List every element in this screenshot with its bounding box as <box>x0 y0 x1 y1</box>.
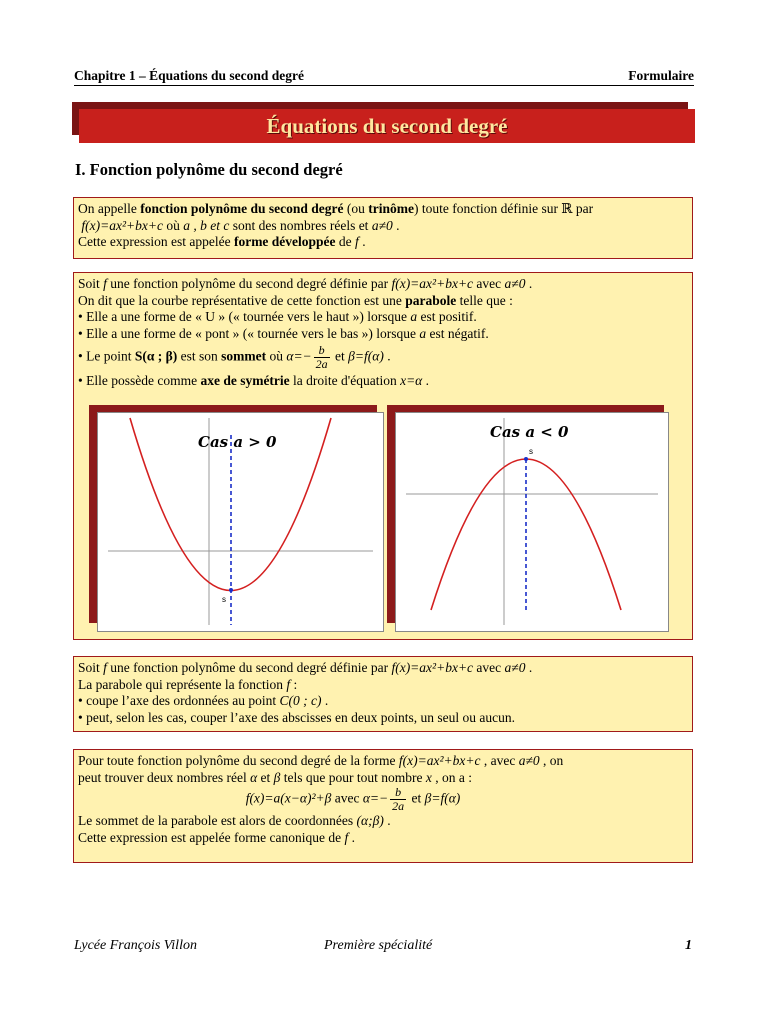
text: . <box>422 373 430 388</box>
text: sont des nombres réels et <box>229 217 372 233</box>
vertex-point <box>229 588 233 592</box>
definition-box <box>73 197 693 259</box>
section-title: I. Fonction polynôme du second degré <box>75 160 343 179</box>
box3-line3 <box>78 693 688 710</box>
box2-line6 <box>78 373 688 390</box>
fraction <box>314 344 330 371</box>
text: de <box>335 234 356 249</box>
text: . <box>321 693 329 708</box>
text: . <box>383 813 391 828</box>
term-bold: forme développée <box>233 234 336 249</box>
course-level: Première spécialité <box>324 938 433 953</box>
denominator: 2a <box>392 799 405 813</box>
text: . <box>525 276 533 291</box>
box3-line1 <box>78 660 688 677</box>
text: . <box>525 660 533 675</box>
term-bold: sommet <box>221 348 267 364</box>
text: . <box>348 829 356 845</box>
parabola-up-plot <box>98 413 383 631</box>
text: • Elle a une forme de « U » (« tournée vers le haut ») lorsque <box>78 309 411 324</box>
text: . <box>358 234 366 249</box>
banner-title: Équations du second degré <box>266 114 508 138</box>
page-footer <box>74 938 694 956</box>
formula: x=α <box>400 373 423 388</box>
condition: a≠0 <box>518 753 540 768</box>
graph-case-a-positive <box>97 412 384 632</box>
condition: a≠0 <box>504 276 526 291</box>
text: (ou <box>343 201 369 216</box>
box2-line4 <box>78 326 688 343</box>
text: On appelle <box>78 201 141 216</box>
formula: f(x)=ax²+bx+c <box>391 660 474 675</box>
text: avec <box>473 276 505 291</box>
formula: f(x)=ax²+bx+c <box>391 276 474 291</box>
text: La parabole qui représente la fonction <box>78 676 287 692</box>
box3-line2 <box>78 677 688 694</box>
formula: α=− <box>362 790 389 806</box>
point-C: C(0 ; c) <box>279 693 322 708</box>
condition: a≠0 <box>504 660 526 675</box>
variable: f <box>286 676 291 692</box>
text: , on a : <box>431 769 473 785</box>
text: Soit <box>78 276 104 291</box>
text: Cette expression est appelée <box>78 234 234 249</box>
case-label: Cas a > 0 <box>198 433 277 451</box>
text: et <box>331 348 349 364</box>
box4-line2 <box>78 770 688 787</box>
numerator: b <box>314 344 330 358</box>
text: une fonction polynôme du second degré définie par <box>106 276 392 291</box>
formula: β=f(α) <box>424 790 461 806</box>
text: où <box>162 217 184 233</box>
variable: a <box>410 309 418 324</box>
term-bold: trinôme <box>368 201 414 216</box>
vertex-label: s <box>222 595 226 604</box>
canonical-form-box <box>73 749 693 863</box>
box2-line2 <box>78 293 688 310</box>
box2-line5 <box>78 344 688 371</box>
title-banner <box>79 109 695 143</box>
term-bold: parabole <box>405 292 457 308</box>
text: tels que pour tout nombre <box>280 769 426 785</box>
parabola-down-plot <box>396 413 668 631</box>
text: avec <box>473 660 505 675</box>
numerator: b <box>390 786 406 800</box>
vertex-point <box>524 457 528 461</box>
box3-line4: • peut, selon les cas, couper l’axe des abscisses en deux points, un seul ou aucun. <box>78 709 515 725</box>
box4-line1 <box>78 753 688 770</box>
text: Soit <box>78 660 104 675</box>
text: • Le point <box>78 348 135 364</box>
variable: α <box>250 769 258 785</box>
chapter-title: Chapitre 1 – Équations du second degré <box>74 68 305 83</box>
variables: a , b et c <box>183 217 230 233</box>
text: avec <box>331 790 363 806</box>
variable: x <box>425 769 432 785</box>
text: • Elle possède comme <box>78 373 201 388</box>
text: Pour toute fonction polynôme du second degré de la forme <box>78 753 399 768</box>
point-S: S(α ; β) <box>134 348 178 364</box>
text: . <box>383 348 391 364</box>
box4-line3 <box>18 786 688 813</box>
text: . <box>392 217 400 233</box>
formula: β=f(α) <box>348 348 384 364</box>
text: , on <box>539 753 564 768</box>
text: Cette expression est appelée forme canonique de <box>78 829 345 845</box>
variable: f <box>355 234 359 249</box>
header-right-label: Formulaire <box>628 68 694 83</box>
box2-line3 <box>78 309 688 326</box>
properties-box <box>73 656 693 732</box>
school-name: Lycée François Villon <box>74 938 197 953</box>
text: telle que : <box>456 292 513 308</box>
box4-line5 <box>78 830 688 847</box>
text: , avec <box>480 753 519 768</box>
text: • coupe l’axe des ordonnées au point <box>78 693 280 708</box>
text: est positif. <box>417 309 477 324</box>
text: une fonction polynôme du second degré définie par <box>106 660 392 675</box>
formula: α=− <box>286 348 312 364</box>
fraction <box>390 786 406 813</box>
page-number: 1 <box>685 938 692 953</box>
box1-line1 <box>78 201 688 218</box>
term-bold: fonction polynôme du second degré <box>140 201 344 216</box>
text: Le sommet de la parabole est alors de coordonnées <box>78 813 357 828</box>
text: la droite d'équation <box>289 373 401 388</box>
text: et <box>257 769 274 785</box>
formula: f(x)=ax²+bx+c <box>81 217 163 233</box>
variable: f <box>344 829 349 845</box>
text: est son <box>177 348 222 364</box>
text: • Elle a une forme de « pont » (« tournée vers le bas ») lorsque <box>78 325 420 341</box>
box1-line2 <box>78 218 688 235</box>
variable: f <box>103 660 107 675</box>
vertex-coordinates: (α;β) <box>356 813 384 828</box>
box1-line3 <box>78 234 688 251</box>
canonical-formula: f(x)=a(x−α)²+β <box>245 790 332 806</box>
denominator: 2a <box>315 357 328 371</box>
graph-case-a-negative <box>395 412 669 632</box>
variable: β <box>273 769 281 785</box>
variable: a <box>419 325 427 341</box>
formula: f(x)=ax²+bx+c <box>398 753 481 768</box>
condition: a≠0 <box>371 217 393 233</box>
text: peut trouver deux nombres réel <box>78 769 251 785</box>
term-bold: axe de symétrie <box>200 373 290 388</box>
text: et <box>408 790 425 806</box>
case-label: Cas a < 0 <box>490 423 569 441</box>
variable: f <box>103 276 107 291</box>
text: où <box>266 348 287 364</box>
text: On dit que la courbe représentative de cette fonction est une <box>78 292 406 308</box>
text: ) toute fonction définie sur ℝ par <box>413 201 594 216</box>
page-header <box>74 68 694 86</box>
vertex-label: s <box>529 447 533 456</box>
box4-line4 <box>78 813 688 830</box>
text: est négatif. <box>426 325 489 341</box>
text: : <box>290 676 298 692</box>
box2-line1 <box>78 276 688 293</box>
